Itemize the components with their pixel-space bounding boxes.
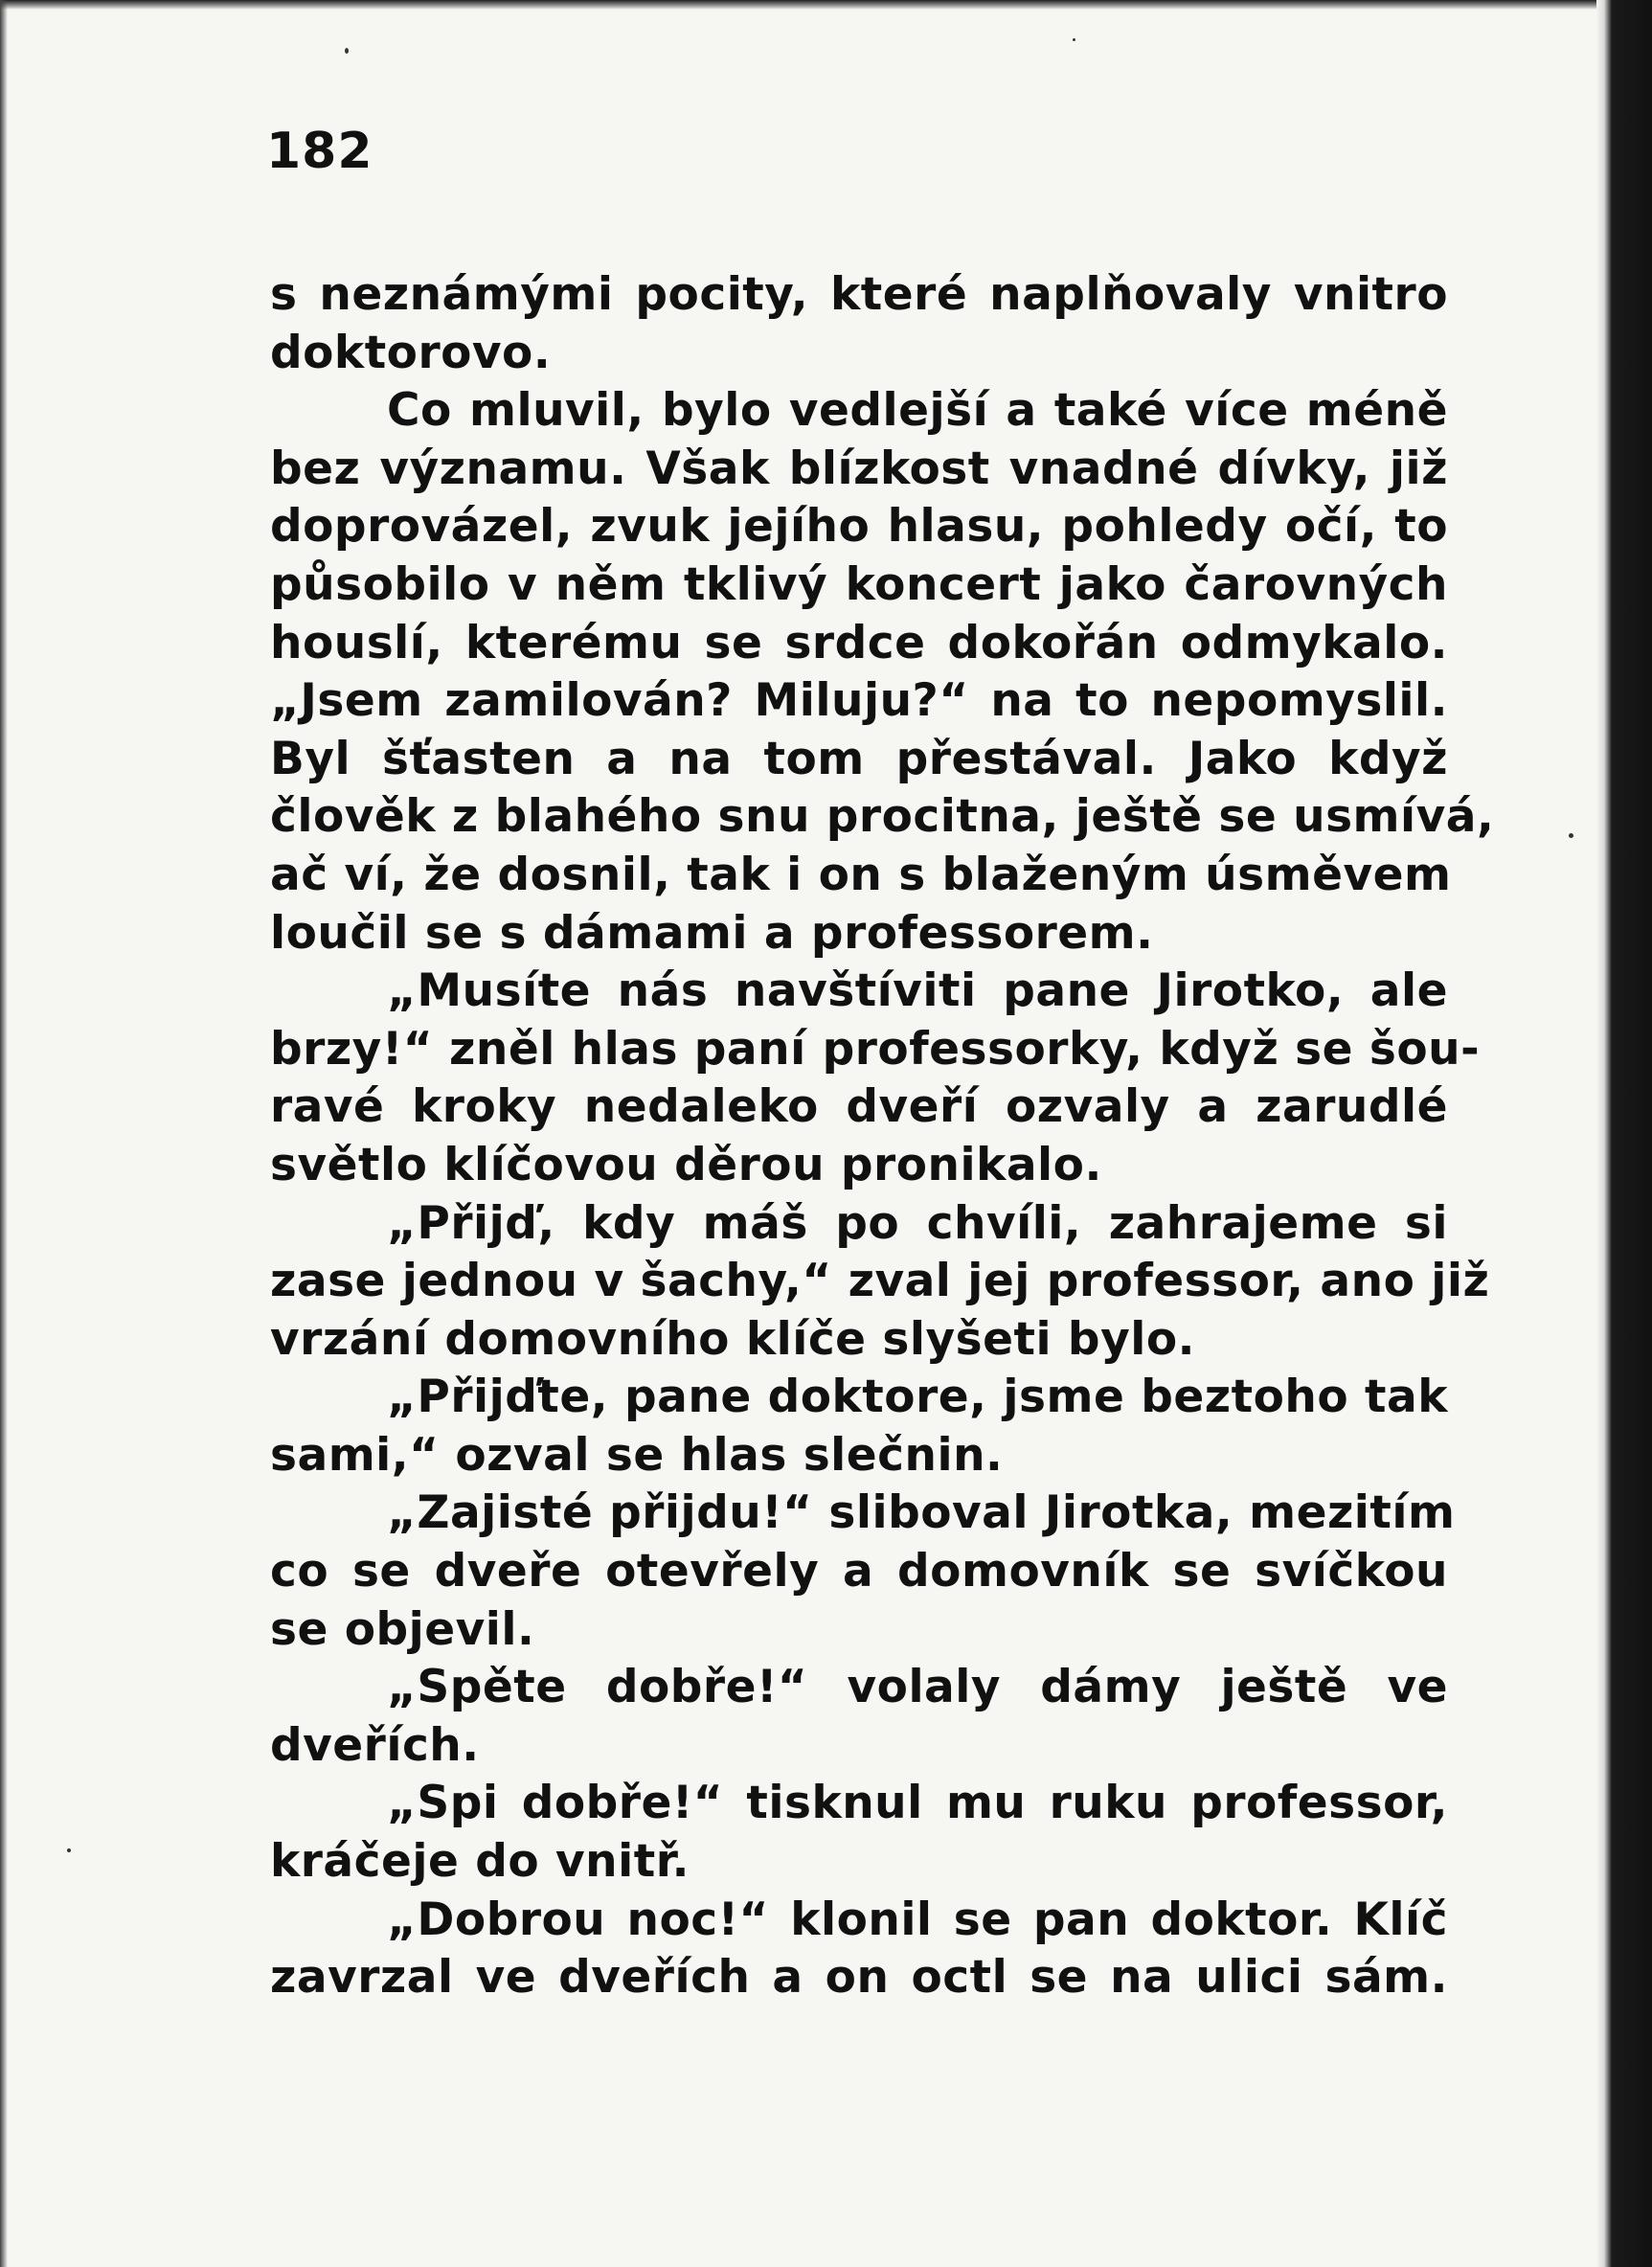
text-line: „Jsem zamilován? Miluju?“ na to nepomyslil. xyxy=(270,674,1448,728)
text-line: zase jednou v šachy,“ zval jej professor, ano již xyxy=(270,1255,1490,1308)
text-line: loučil se s dámami a professorem. xyxy=(270,906,1154,960)
scan-edge-right xyxy=(1596,0,1652,2267)
text-line: Byl šťasten a na tom přestával. Jako když xyxy=(270,732,1448,785)
text-line: ravé kroky nedaleko dveří ozvaly a zarudlé xyxy=(270,1080,1448,1134)
dust-speck xyxy=(67,1848,71,1852)
dust-speck xyxy=(1073,38,1075,41)
text-line: zavrzal ve dveřích a on octl se na ulici sám. xyxy=(270,1951,1448,2005)
text-line: se objevil. xyxy=(270,1602,535,1656)
text-line: „Zajisté přijdu!“ sliboval Jirotka, mezitím xyxy=(387,1486,1456,1540)
text-line: „Spi dobře!“ tisknul mu ruku professor, xyxy=(387,1777,1448,1830)
dust-speck xyxy=(345,48,349,54)
text-line: „Přijďte, pane doktore, jsme beztoho tak xyxy=(387,1371,1448,1424)
text-line: dveřích. xyxy=(270,1718,480,1772)
body-text xyxy=(270,266,1495,2007)
text-line: sami,“ ozval se hlas slečnin. xyxy=(270,1428,1004,1482)
text-line: „Spěte dobře!“ volaly dámy ještě ve xyxy=(387,1661,1448,1714)
text-line: co se dveře otevřely a domovník se svíčkou xyxy=(270,1545,1448,1598)
text-line: doktorovo. xyxy=(270,326,552,379)
text-line: brzy!“ zněl hlas paní professorky, když se šou- xyxy=(270,1022,1481,1076)
text-line: „Dobrou noc!“ klonil se pan doktor. Klíč xyxy=(387,1893,1448,1946)
text-line: houslí, kterému se srdce dokořán odmykalo. xyxy=(270,616,1448,669)
text-line: vrzání domovního klíče slyšeti bylo. xyxy=(270,1312,1195,1366)
text-line: s neznámými pocity, které naplňovaly vnitro xyxy=(270,268,1448,321)
text-line: kráčeje do vnitř. xyxy=(270,1835,690,1889)
text-line: ač ví, že dosnil, tak i on s blaženým úsměvem xyxy=(270,848,1452,901)
text-line: „Musíte nás navštíviti pane Jirotko, ale xyxy=(387,964,1448,1018)
text-line: působilo v něm tklivý koncert jako čarovných xyxy=(270,557,1448,611)
text-line: „Přijď, kdy máš po chvíli, zahrajeme si xyxy=(387,1196,1448,1250)
text-line: Co mluvil, bylo vedlejší a také více méně xyxy=(387,384,1448,438)
text-line: bez významu. Však blízkost vnadné dívky, již xyxy=(270,442,1448,495)
dust-speck xyxy=(1569,833,1573,838)
scan-edge-top xyxy=(0,0,1652,10)
text-line: světlo klíčovou děrou pronikalo. xyxy=(270,1138,1102,1191)
text-line: člověk z blahého snu procitna, ještě se usmívá, xyxy=(270,790,1495,844)
scan-edge-left xyxy=(0,0,8,2267)
page-number: 182 xyxy=(266,123,373,180)
text-line: doprovázel, zvuk jejího hlasu, pohledy očí, to xyxy=(270,500,1448,554)
